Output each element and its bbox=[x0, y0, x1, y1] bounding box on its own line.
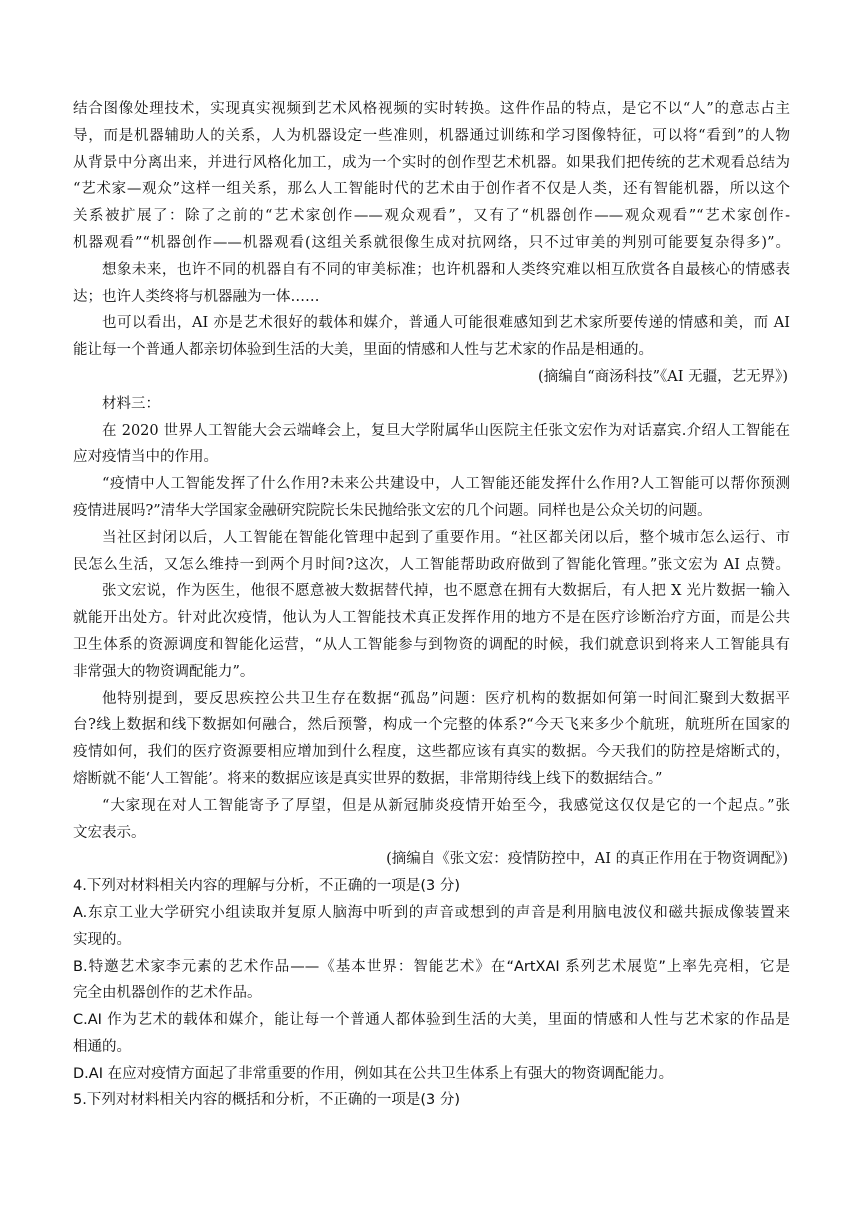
text-line: 应对疫情当中的作用。 bbox=[73, 449, 218, 466]
material3-heading: 材料三： bbox=[102, 395, 160, 412]
material3-paragraph-data-island bbox=[73, 686, 790, 793]
question-stem: 4.下列对材料相关内容的理解与分析，不正确的一项是(3 分) bbox=[73, 878, 460, 895]
text-line: 疫情如何，我们的医疗资源要相应增加到什么程度，这些都应该有真实的数据。今天我们的防控是熔断式的， bbox=[73, 744, 790, 761]
text-line: 达；也许人类终将与机器融为一体…… bbox=[73, 288, 320, 305]
text-line: 就能开出处方。针对此次疫情，他认为人工智能技术真正发挥作用的地方不是在医疗诊断治疗方面，而是公共 bbox=[73, 610, 790, 627]
option-b bbox=[73, 954, 790, 1008]
text-line: 台?线上数据和线下数据如何融合，然后预警，构成一个完整的体系?“今天飞来多少个航班，航班所在国家的 bbox=[73, 717, 790, 734]
text-line: 机器观看”“机器创作——机器观看(这组关系就很像生成对抗网络，只不过审美的判别可能要复杂得多)”。 bbox=[73, 234, 790, 251]
text-line: 文宏表示。 bbox=[73, 824, 146, 841]
question-4 bbox=[73, 873, 790, 1087]
text-line: 在 2020 世界人工智能大会云端峰会上，复旦大学附属华山医院主任张文宏作为对话嘉宾.介绍人工智能在 bbox=[102, 422, 790, 439]
text-line: 非常强大的物资调配能力”。 bbox=[73, 663, 255, 680]
material2-paragraph-future bbox=[73, 257, 790, 311]
text-line: 也可以看出，AI 亦是艺术很好的载体和媒介，普通人可能很难感知到艺术家所要传递的情感和美，而 AI bbox=[102, 315, 790, 332]
text-line: 想象未来，也许不同的机器自有不同的审美标准；也许机器和人类终究难以相互欣赏各自最核心的情感表 bbox=[102, 261, 790, 278]
text-line: 导，而是机器辅助人的关系，人为机器设定一些准则，机器通过训练和学习图像特征，可以将“看到”的人物 bbox=[73, 127, 790, 144]
text-line: “疫情中人工智能发挥了什么作用?未来公共建设中，人工智能还能发挥什么作用?人工智能可以帮你预测 bbox=[102, 476, 790, 493]
material3-paragraph-starting-point bbox=[73, 793, 790, 847]
option-c bbox=[73, 1007, 790, 1061]
material3-source: (摘编自《张文宏：疫情防控中，AI 的真正作用在于物资调配》) bbox=[386, 851, 788, 868]
text-line: D.AI 在应对疫情方面起了非常重要的作用，例如其在公共卫生体系上有强大的物资调配能力。 bbox=[73, 1065, 674, 1082]
question-5 bbox=[73, 1087, 790, 1114]
text-line: 民怎么生活，又怎么维持一到两个月时间?这次，人工智能帮助政府做到了智能化管理。”张文宏为 AI 点赞。 bbox=[73, 556, 790, 573]
material2-paragraph-art-machine bbox=[73, 96, 790, 257]
text-line: 完全由机器创作的艺术作品。 bbox=[73, 985, 262, 1002]
option-a bbox=[73, 900, 790, 954]
text-line: 张文宏说，作为医生，他很不愿意被大数据替代掉，也不愿意在拥有大数据后，有人把 X 光片数据一输入 bbox=[102, 583, 790, 600]
text-line: 卫生体系的资源调度和智能化运营，“从人工智能参与到物资的调配的时候，我们就意识到将来人工智能具有 bbox=[73, 636, 790, 653]
text-line: 相通的。 bbox=[73, 1038, 131, 1055]
text-line: A.东京工业大学研究小组读取并复原人脑海中听到的声音或想到的声音是利用脑电波仪和磁共振成像装置来 bbox=[73, 904, 790, 921]
text-line: “艺术家—观众”这样一组关系，那么人工智能时代的艺术由于创作者不仅是人类，还有智能机器，所以这个 bbox=[73, 181, 790, 198]
text-line: 从背景中分离出来，并进行风格化加工，成为一个实时的创作型艺术机器。如果我们把传统的艺术观看总结为 bbox=[73, 154, 790, 171]
material2-source: (摘编自“商汤科技”《AI 无疆，艺无界》) bbox=[538, 368, 788, 385]
text-line: 结合图像处理技术，实现真实视频到艺术风格视频的实时转换。这件作品的特点，是它不以“人”的意志占主 bbox=[73, 101, 790, 117]
text-line: 当社区封闭以后，人工智能在智能化管理中起到了重要作用。“社区都关闭以后，整个城市怎么运行、市 bbox=[102, 529, 790, 546]
text-line: 疫情进展吗?”清华大学国家金融研究院院长朱民抛给张文宏的几个问题。同样也是公众关切的问题。 bbox=[73, 502, 712, 519]
text-line: 熔断就不能‘人工智能’。将来的数据应该是真实世界的数据，非常期待线上线下的数据结合。” bbox=[73, 770, 663, 787]
text-line: 能让每一个普通人都亲切体验到生活的大美，里面的情感和人性与艺术家的作品是相通的。 bbox=[73, 342, 653, 359]
text-line: 实现的。 bbox=[73, 931, 131, 948]
question-stem: 5.下列对材料相关内容的概括和分析，不正确的一项是(3 分) bbox=[73, 1092, 460, 1109]
material3-paragraph-doctor bbox=[73, 578, 790, 685]
text-line: B.特邀艺术家李元素的艺术作品——《基本世界：智能艺术》在“ArtXAI 系列艺术展览”上率先亮相，它是 bbox=[73, 958, 790, 975]
material3-paragraph-community bbox=[73, 525, 790, 579]
material3-paragraph-intro bbox=[73, 418, 790, 472]
text-line: C.AI 作为艺术的载体和媒介，能让每一个普通人都体验到生活的大美，里面的情感和人性与艺术家的作品是 bbox=[73, 1012, 790, 1029]
text-line: 他特别提到，要反思疾控公共卫生存在数据“孤岛”问题：医疗机构的数据如何第一时间汇聚到大数据平 bbox=[102, 690, 790, 707]
text-line: “大家现在对人工智能寄予了厚望，但是从新冠肺炎疫情开始至今，我感觉这仅仅是它的一个起点。”张 bbox=[102, 797, 790, 814]
option-d bbox=[73, 1061, 790, 1088]
material3-paragraph-questions bbox=[73, 471, 790, 525]
text-line: 关系被扩展了：除了之前的“艺术家创作——观众观看”，又有了“机器创作——观众观看”“艺术家创作- bbox=[73, 208, 790, 225]
material2-paragraph-ai-medium bbox=[73, 310, 790, 364]
